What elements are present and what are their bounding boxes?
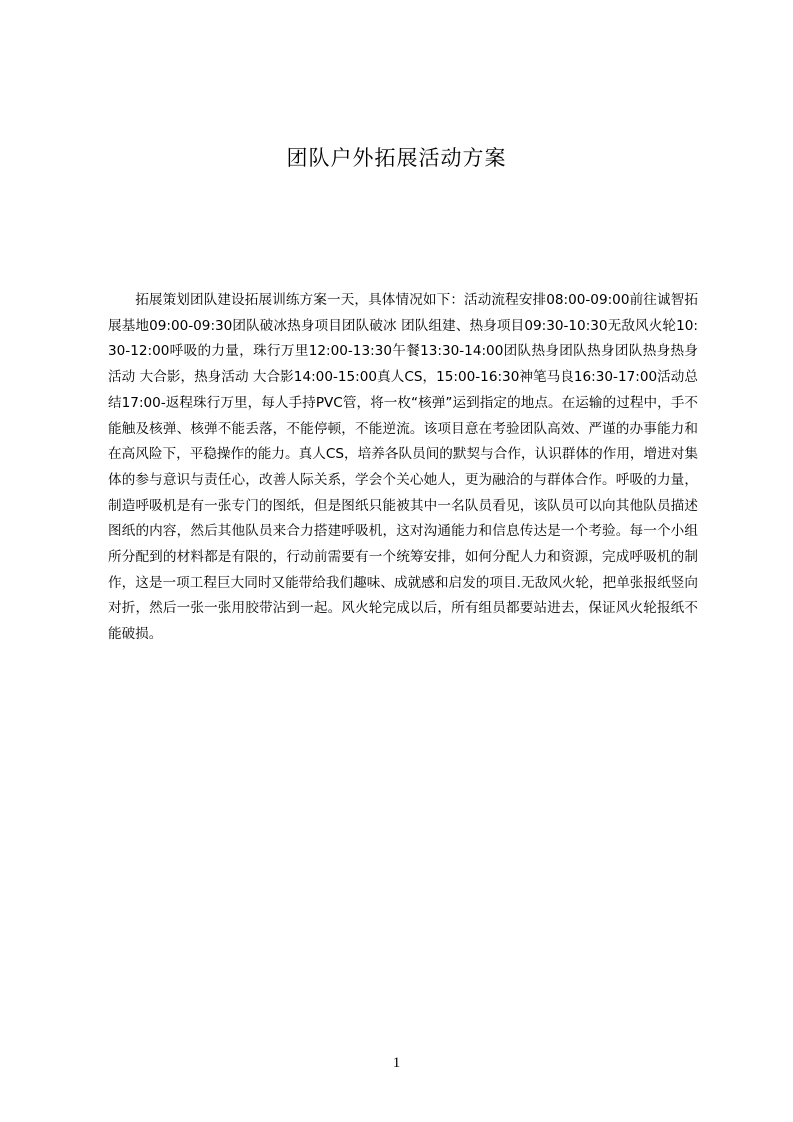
body-paragraph: 拓展策划团队建设拓展训练方案一天，具体情况如下：活动流程安排08:00-09:00前往诚智拓展基地09:00-09:30团队破冰热身项目团队破冰 团队组建、热身项目09:30-10:30无敌风火轮10:30-12:00呼吸的力量，珠行万里12:00-13:30午餐13:30-14:00团队热身团队热身团队热身热身活动 大合影，热身活动 大合影14:00-15:00真人CS，15:00-16:30神笔马良16:30-17:00活动总结17:00-返程珠行万里，每人手持PVC管，将一枚“核弹”运到指定的地点。在运输的过程中，手不能触及核弹、核弹不能丢落，不能停顿，不能逆流。该项目意在考验团队高效、严谨的办事能力和在高风险下，平稳操作的能力。真人CS，培养各队员间的默契与合作，认识群体的作用，增进对集体的参与意识与责任心，改善人际关系，学会个关心她人，更为融洽的与群体合作。呼吸的力量，制造呼吸机是有一张专门的图纸，但是图纸只能被其中一名队员看见，该队员可以向其他队员描述图纸的内容，然后其他队员来合力搭建呼吸机，这对沟通能力和信息传达是一个考验。每一个小组所分配到的材料都是有限的，行动前需要有一个统筹安排，如何分配人力和资源，完成呼吸机的制作，这是一项工程巨大同时又能带给我们趣味、成就感和启发的项目.无敌风火轮，把单张报纸竖向对折，然后一张一张用胶带沾到一起。风火轮完成以后，所有组员都要站进去，保证风火轮报纸不能破损。: [108, 292, 698, 643]
document-title: 团队户外拓展活动方案: [286, 146, 507, 170]
page-number: 1: [392, 1055, 401, 1071]
